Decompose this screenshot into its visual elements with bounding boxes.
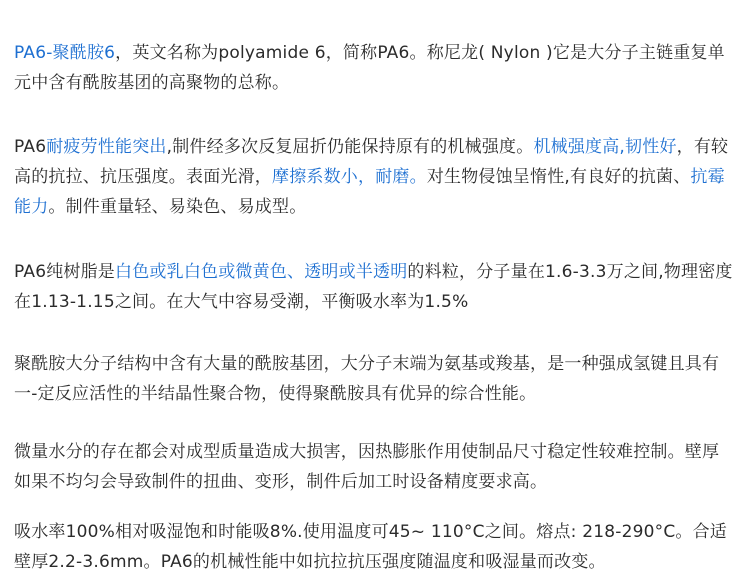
body-text: 。制件重量轻、易染色、易成型。	[48, 197, 307, 217]
paragraph-intro	[14, 38, 736, 98]
paragraph-structure	[14, 349, 736, 409]
body-text: PA6	[14, 137, 47, 157]
paragraph-resin	[14, 257, 736, 317]
paragraph-properties	[14, 132, 736, 222]
body-text: 微量水分的存在都会对成型质量造成大损害，因热膨胀作用使制品尺寸稳定性较难控制。壁厚如果不均匀会导致制件的扭曲、变形，制件后加工时设备精度要求高。	[14, 442, 720, 492]
body-text: 吸水率100%相对吸湿饱和时能吸8%.使用温度可45~ 110°C之间。熔点: 218-290°C。合适壁厚2.2-3.6mm。PA6的机械性能中如抗拉抗压强度随温度和吸湿量而改变。	[14, 522, 728, 572]
highlight-text: 摩擦系数小，耐磨。	[272, 167, 427, 187]
body-text: ，英文名称为polyamide 6，简称PA6。称尼龙( Nylon )它是大分子主链重复单元中含有酰胺基团的高聚物的总称。	[14, 43, 725, 93]
highlight-text: 耐疲劳性能突出	[46, 137, 167, 157]
body-text: 对生物侵蚀呈惰性,有良好的抗菌、	[426, 167, 691, 187]
body-text: ,制件经多次反复屈折仍能保持原有的机械强度。	[166, 137, 534, 157]
highlight-text: PA6-聚酰胺6	[14, 43, 116, 63]
highlight-text: 机械强度高,韧性好	[533, 137, 677, 157]
paragraph-specs	[14, 517, 736, 577]
body-text: 的料粒，分子量在1.6-3.3万之间,物理密度在1.13-1.15之间。在大气中容易受潮，平衡吸水率为1.5%	[14, 262, 733, 312]
body-text: ，有较高的抗拉、抗压强度。表面光滑，	[14, 137, 729, 187]
paragraph-moisture	[14, 437, 736, 497]
body-text: 聚酰胺大分子结构中含有大量的酰胺基团，大分子末端为氨基或羧基，是一种强成氢键且具有一-定反应活性的半结晶性聚合物，使得聚酰胺具有优异的综合性能。	[14, 354, 720, 404]
body-text: PA6纯树脂是	[14, 262, 116, 282]
highlight-text: 抗霉能力	[14, 167, 725, 217]
highlight-text: 白色或乳白色或微黄色、透明或半透明	[115, 262, 408, 282]
